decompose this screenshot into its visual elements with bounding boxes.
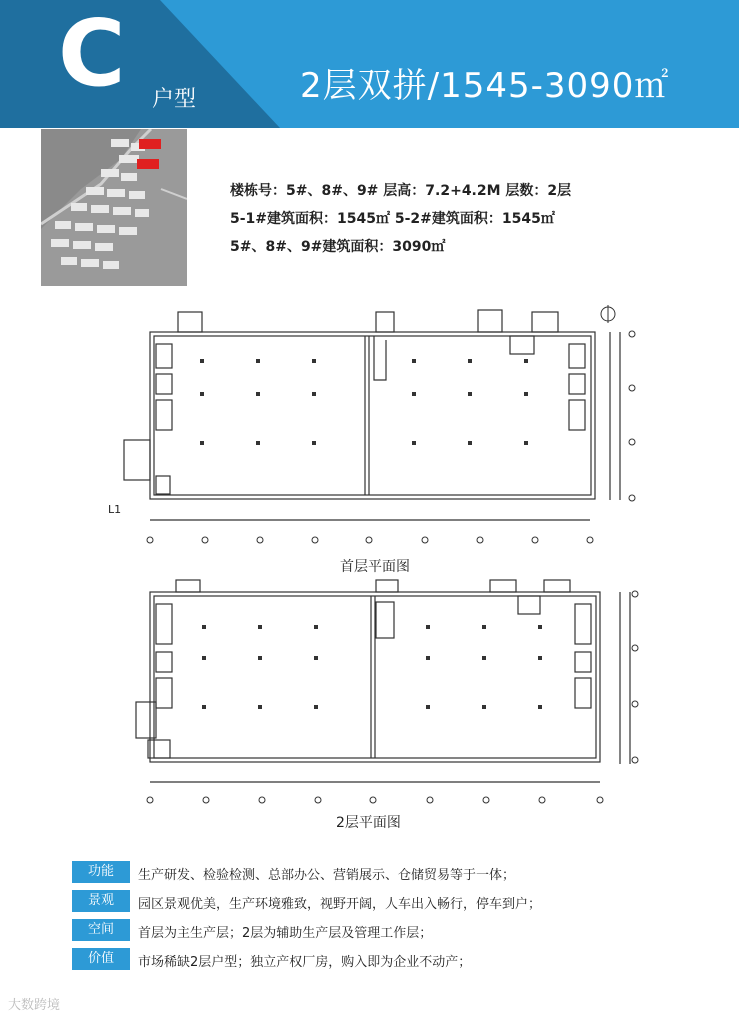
feature-tag-value: 价值 [72, 948, 130, 970]
feature-text-space: 首层为主生产层；2层为辅助生产层及管理工作层； [138, 926, 433, 941]
building-info-line: 楼栋号：5#、8#、9# 层高：7.2+4.2M 层数：2层 [230, 183, 572, 199]
feature-text-function: 生产研发、检验检测、总部办公、营销展示、仓储贸易等于一体； [138, 868, 516, 883]
first-floor-caption: 首层平面图 [340, 559, 410, 575]
watermark: 大数跨境 [8, 998, 61, 1013]
unit-type-subtitle: 户型 [152, 87, 197, 112]
feature-tag-space: 空间 [72, 919, 130, 941]
feature-tag-function: 功能 [72, 861, 130, 883]
page-title: 2层双拼/1545-3090㎡ [300, 66, 670, 106]
unit-type-letter: C [58, 0, 126, 107]
area-info-line: 5-1#建筑面积：1545㎡ 5-2#建筑面积：1545㎡ [230, 211, 555, 227]
feature-tag-landscape: 景观 [72, 890, 130, 912]
second-floor-plan [120, 578, 640, 808]
total-area-line: 5#、8#、9#建筑面积：3090㎡ [230, 239, 446, 255]
feature-text-value: 市场稀缺2层户型；独立产权厂房，购入即为企业不动产； [138, 955, 472, 970]
plan-marker-label: L1 [108, 503, 122, 516]
feature-text-landscape: 园区景观优美，生产环境雅致，视野开阔，人车出入畅行，停车到户； [138, 897, 542, 912]
site-map-image [41, 129, 187, 286]
second-floor-caption: 2层平面图 [336, 815, 401, 831]
first-floor-plan [120, 300, 640, 545]
